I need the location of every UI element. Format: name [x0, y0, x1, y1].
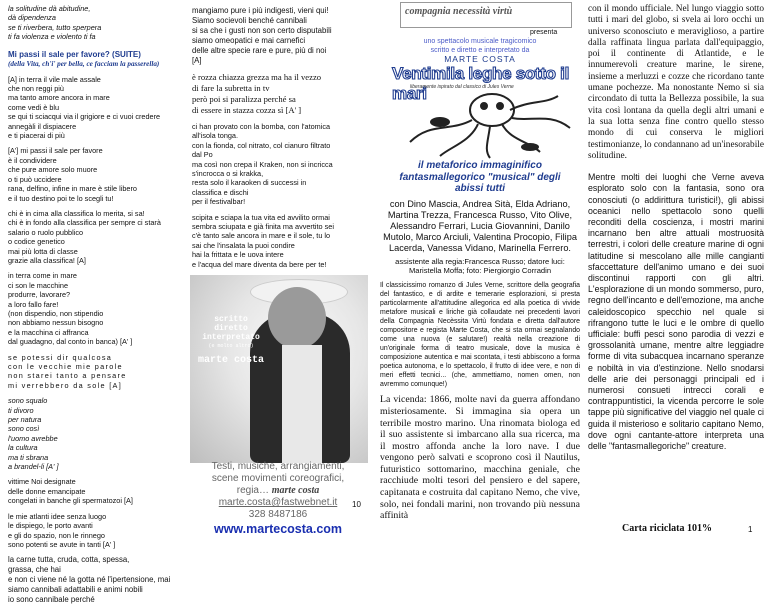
stanza: vittime Noi designate delle donne emancipate congelati in banche gli spermatozoi [A]	[8, 477, 133, 506]
credits-block: Testi, musiche, arrangiamenti, scene movimenti coreografici, regia… marte costa marte.costa@fastwebnet.it 328 8487186 www.martecosta.com	[192, 461, 364, 535]
stanza: ci han provato con la bomba, con l'atomica all'isola tonga. con la fionda, col nitrato, col cianuro filtrato dal Po ma così non crepa il Kraken, non si incricca s'incrocca o si krakka, resta solo il karaoken di successi in classifica e dischi per il festivalbar!	[192, 122, 333, 207]
story-continued: con il mondo ufficiale. Nel lungo viaggio sotto tutti i mari del globo, si svela ai loro occhi un universo sconosciuto e meraviglioso, a partire dalla raffinata lingua parlata dall'equipaggio, poi il continente di Atlantide, e le innumerevoli creature marine, le sirene, insieme a merluzzi e cozze che ricordano tante umane pochezze. Ma nonostante Nemo si sia circondato di tutta la Bellezza possibile, la sua vita così lontana da quella degli altri umani e la sua lotta senza fine contro quello stesso mondo di cui conserva le migliori testimonianze, lo condannano ad un'inesorabile solitudine.	[588, 4, 764, 161]
synopsis-story: La vicenda: 1866, molte navi da guerra affondano misteriosamente. Si immagina sia opera un terribile mostro marino. Una rinomata biologa ed il suo assistente si imbarcano alla sua ricerca, ma il mostro affonda anche la loro nave. I due vengono però salvati e scoprono così il Nautilus, futuristico sottomarino, macchina geniale, che racchiude molti tesori del pensiero e del sapere, capitanata e costruita dal capitano Nemo, che vive, solo, nei fondali marini, non trovando più nessuna affinità	[380, 394, 580, 522]
poster-title: Ventimila leghe sotto il mari	[392, 64, 570, 103]
stanza: [A] in terra il vile male assale che non reggi più ma tanto amore ancora in mare come vedi è blu se qui ti sciacqui via il grigiore e ci vuoi credere annegàli il dispiacere e ti piacerai di più	[8, 74, 161, 141]
poster-author: MARTE COSTA	[444, 54, 516, 64]
shirt	[282, 345, 322, 463]
recycled-paper-note: Carta riciclata 101%	[622, 523, 712, 534]
page-number-left: 10	[352, 500, 361, 509]
song-subtitle: (della Vita, ch'i' per bella, ce facciam la passerella)	[8, 59, 160, 68]
stanza: è rozza chiazza grezza ma ha il vezzo di fare la subretta in tv però poi si paralizza perché sa di essere in stazza cozza sì [A' ]	[192, 72, 322, 115]
poster-tagline: liberamente ispirato dal classico di Jules Verne	[410, 84, 514, 90]
website-link[interactable]: www.martecosta.com	[213, 522, 343, 536]
show-heading: il metaforico immaginifico fantasmallegorico "musical" degli abissi tutti	[399, 160, 561, 194]
poster-subtitle: uno spettacolo musicale tragicomico	[423, 38, 537, 45]
show-description: Mentre molti dei luoghi che Verne aveva esplorato solo con la fantasia, sono ora conosciuti (o addirittura turistici!), gli abissi oceanici nello spettacolo sono quelli reconditi della coscienza, i mostri marini incarnano ben altre attuali mostruosità terrestri, i colori delle creature marine di ogni latitudine si mescolano alle mille cangianti sfaccettature dell'animo umano e dei suoi discontinui rapporti con gli altri. L'esplorazione di un mondo sommerso, puro, regno dell'incanto e dell'emozione, ma anche caleidoscopico specchio nel quale si rifrangono tutte le luci e le ombre di quello ufficiale: buffi pesci sono parodia di vezzi e grossolanità umane, mentre altre leggiadre forme di vita subacquea incarnano speranze e nobiltà in via d'estinzione. Nello snodarsi delle arie dei personaggi principali ed i numerosi consueti intrecci corali e contrappuntistici, la vicenda percorre le sole tappe più significative del viaggio nel quale ci guida il misterioso e solitario capitano Nemo, dove ogni cantante-attore interpreta una delle "fantasmallegoriche" creature.	[588, 172, 764, 452]
face	[268, 287, 326, 349]
page-number-right: 1	[748, 525, 753, 534]
column-3	[380, 0, 580, 543]
photo-overlay-text: scritto diretto interpretato (e molto altro)	[202, 315, 260, 350]
song-title: Mi passi il sale per favore? (SUITE)	[8, 49, 141, 59]
author-photo	[190, 275, 368, 463]
crew-list: assistente alla regia:Francesca Russo; datore luci: Maristella Moffa; foto: Piergiorgio Corradin	[395, 256, 565, 275]
credits-author: marte costa	[271, 485, 320, 496]
poster-subtitle-2: scritto e diretto e interpretato da	[430, 47, 530, 54]
intro-verse: la solitudine dà abitudine, dà dipendenza se ti riverbera, tutto sperpera ti fa violenza e violento ti fa	[8, 4, 102, 42]
stanza: le mie atlanti idee senza luogo le dispiego, le porto avanti e gli do spazio, non le rinnego sono potenti se avute in tanti [A' ]	[8, 511, 116, 549]
stanza: mangiamo pure i più indigesti, vieni qui! Siamo socievoli benché cannibali si sa che i gusti non son certo disputabili siamo omeopatici e mai carnefici delle altre specie rare e pure, più di noi [A]	[192, 6, 332, 65]
show-poster	[380, 0, 580, 160]
phone-number: 328 8487186	[248, 509, 308, 520]
column-4	[588, 0, 764, 547]
synopsis-intro: Il classicissimo romanzo di Jules Verne, scrittore della geografia del fantastico, e di ardite e temerarie esplorazioni, si presta particolarmente all'attitudine allegorica ed alla poetica di vivide metafore musicali e liriche già collaudate nei precedenti lavori della Compagnia Necèssita Virtù fondata e diretta dall'autore compositore e regista Marte Costa, che si sta ormai segnalando come una nuova (e salutare!) realtà nella creazione di un'originale forma di teatro musicale, dove la musica è composizione autentica e mai scontata, i testi abbiscono a forma poetica autonoma, e lo spettacolo, il frutto di idee vere, e non di meri effetti tecnici... (che, ammettiamo, nomen omen, non avremmo comunque!)	[380, 282, 580, 389]
stanza: se potessi dir qualcosa con le vecchie mie parole non starei tanto a pensare mi verrebbero da sole [A]	[8, 352, 127, 390]
company-logo: compagnia necessità virtù	[400, 2, 572, 28]
stanza: scipita e sciapa la tua vita ed avvilito ormai sembra sciupata e già finita ma avvertito sei c'è tanto sale ancora in mare e il sole, tu lo sai che l'insalata la puoi condire hai la frittata e le uova intere e l'acqua del mare diventa da bere per te!	[192, 212, 334, 269]
photo-overlay-name: marte costa	[197, 355, 264, 367]
presenta-label: presenta	[530, 29, 558, 36]
cast-list: con Dino Mascia, Andrea Sità, Elda Adriano, Martina Trezza, Francesca Russo, Vito Olive, Alessandro Ferrari, Lucia Giovannini, Danilo Mutolo, Marco Arciuli, Valentina Procopio, Filipa Lacerda, Vanessa Vidano, Marinella Ferrero.	[383, 198, 577, 254]
octopus-icon	[380, 92, 580, 160]
email-link[interactable]: marte.costa@fastwebnet.it	[218, 497, 338, 508]
column-1	[0, 0, 184, 605]
stanza: in terra come in mare ci son le macchine produrre, lavorare? a loro fallo fare! (non dispendio, non stipendio non abbiamo nessun bisogno e la macchina ci affranca dal guadagno, dal conto in banca) [A' ]	[8, 271, 133, 347]
stanza: la carne tutta, cruda, cotta, spessa, grassa, che hai e non ci viene né la gotta né l'ipertensione, mai siamo cannibali adattabili e animi nobili io sono cannibale perché	[8, 555, 171, 605]
stanza: [A'] mi passi il sale per favore è il condividere che pure amore solo muore o ti può uccidere rana, delfino, infine in mare è stile libero e il tuo destino poi te lo scegli tu!	[8, 146, 137, 203]
stanza: chi è in cima alla classifica lo merita, si sa! chi è in fondo alla classifica per sempre ci starà salario o ruolo pubblico o codice genetico mai più lotta di classe grazie alla classifica! [A]	[8, 208, 161, 265]
stanza: sono squalo ti divoro per natura sono così l'uomo avrebbe la cultura ma ti sbrana a brandel-li [A' ]	[8, 396, 59, 472]
